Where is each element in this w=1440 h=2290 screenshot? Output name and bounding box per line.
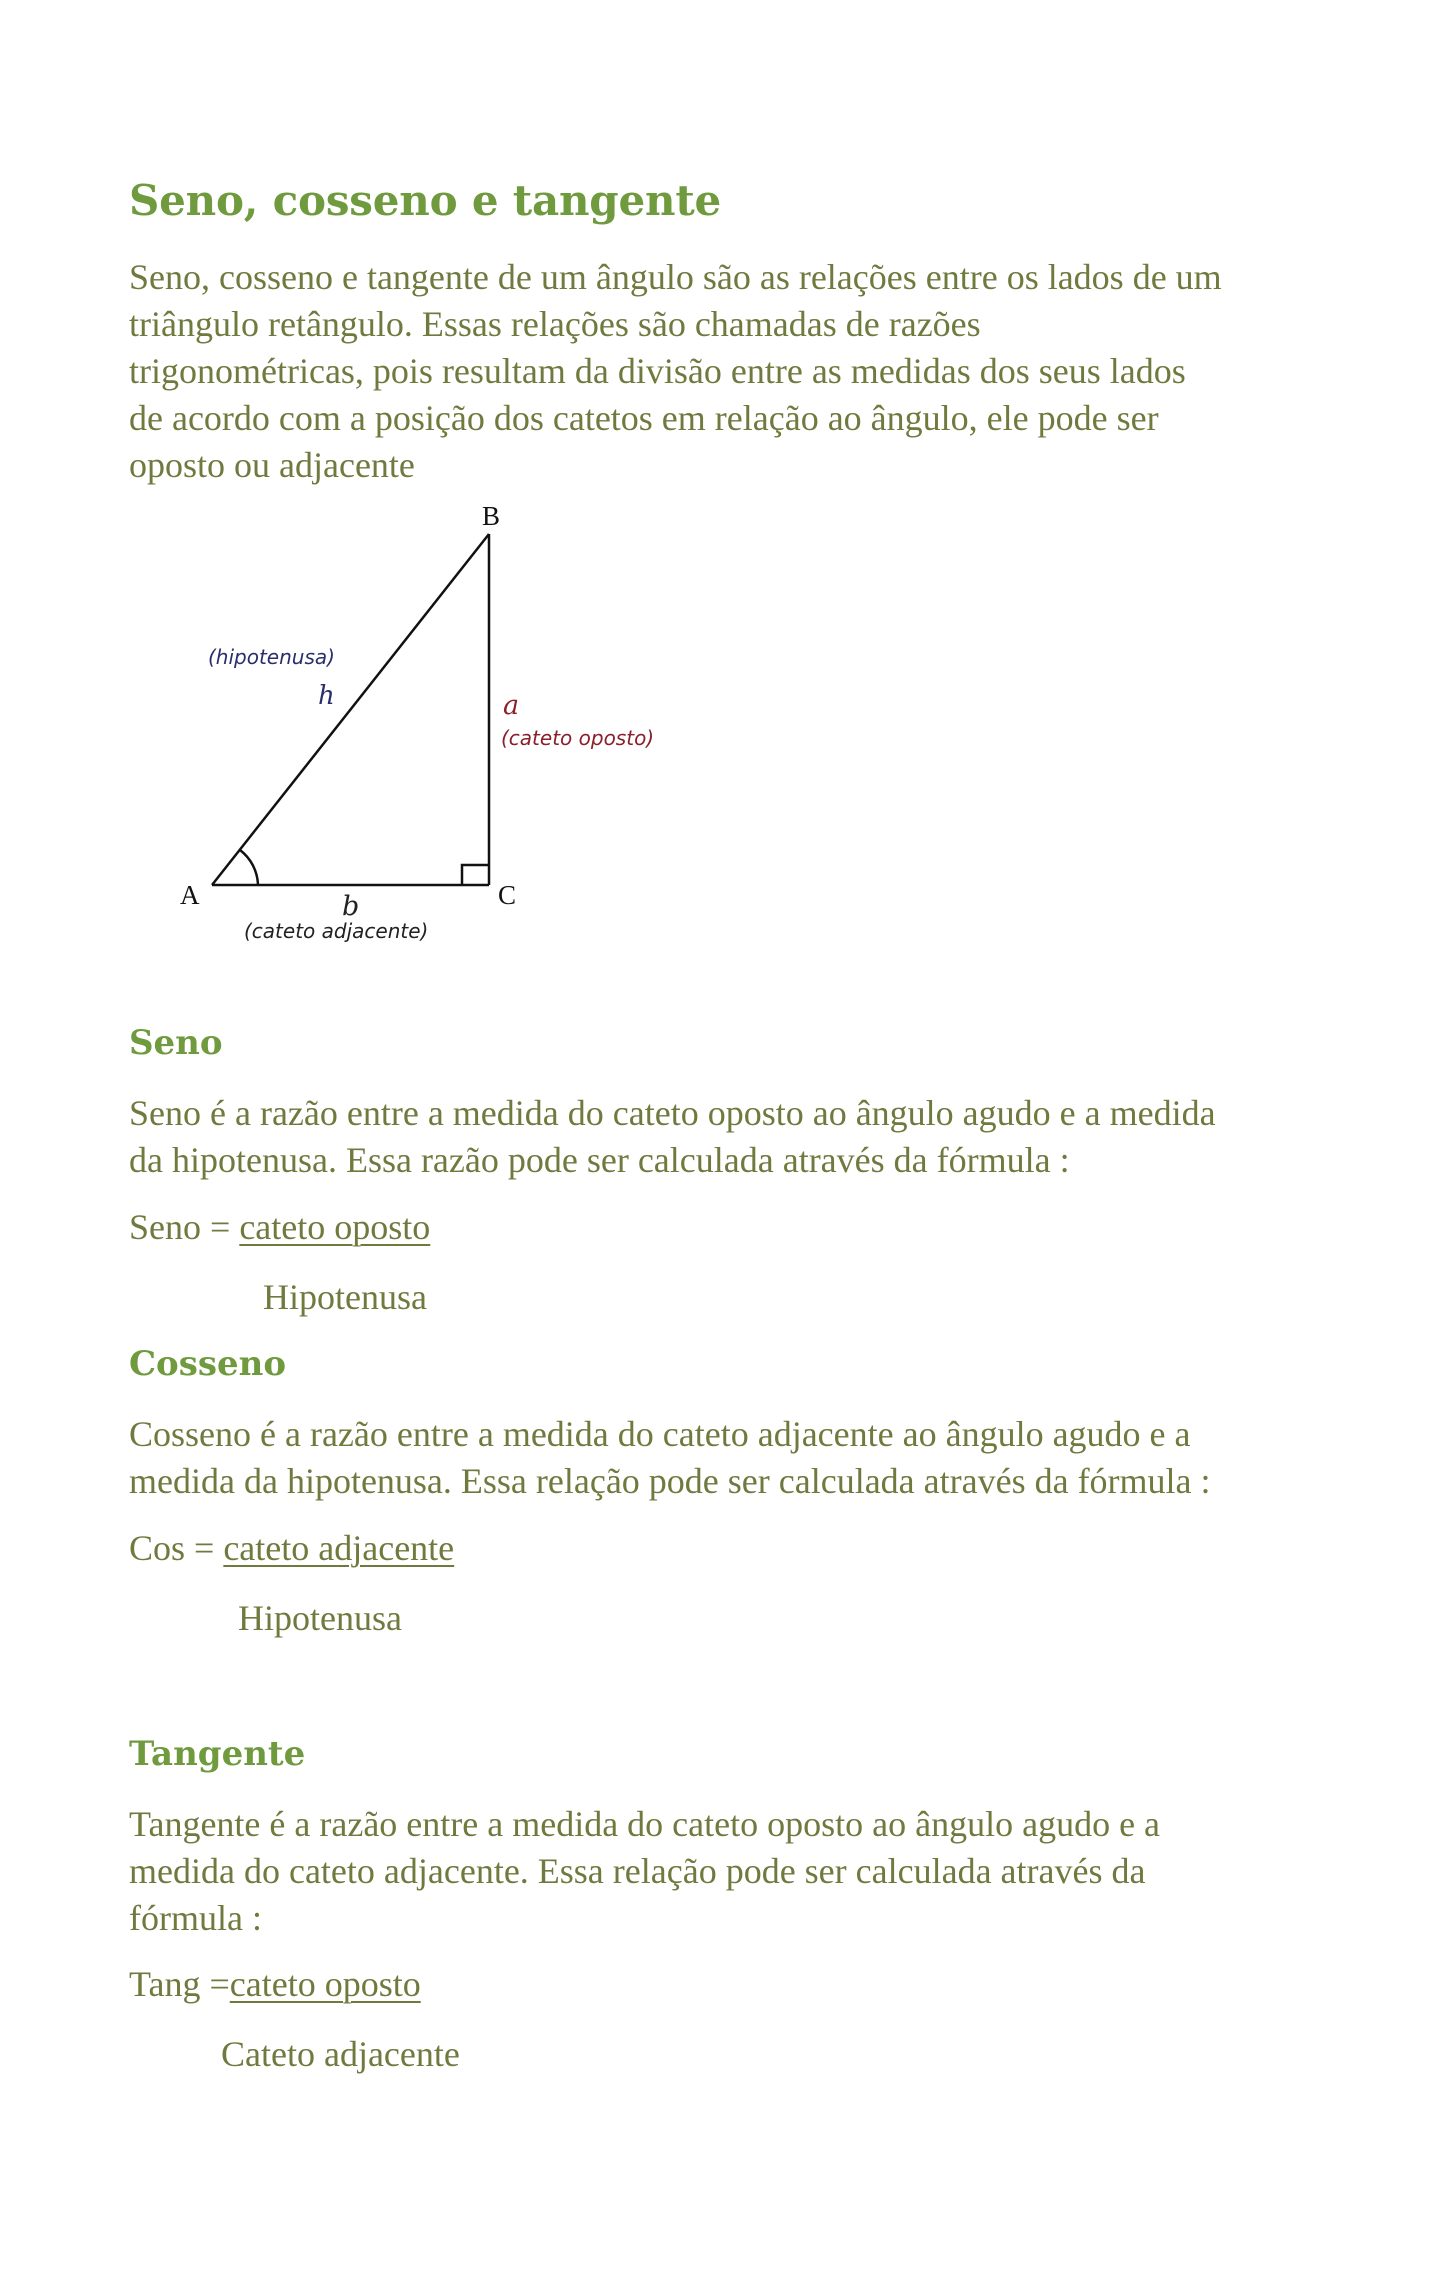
cosseno-line: Cosseno é a razão entre a medida do cateto adjacente ao ângulo agudo e a (129, 1414, 1191, 1454)
hypotenuse-label: (hipotenusa) (208, 645, 335, 669)
tangente-line: medida do cateto adjacente. Essa relação pode ser calculada através da (129, 1851, 1146, 1891)
hypotenuse-side (212, 534, 489, 885)
intro-line: oposto ou adjacente (129, 445, 415, 485)
adjacent-letter: b (342, 891, 360, 922)
seno-line: da hipotenusa. Essa razão pode ser calculada através da fórmula : (129, 1140, 1070, 1180)
hypotenuse-letter: h (318, 681, 335, 711)
cosseno-formula (129, 1525, 454, 1572)
opposite-label: (cateto oposto) (501, 726, 655, 750)
intro-line: Seno, cosseno e tangente de um ângulo são as relações entre os lados de um (129, 257, 1222, 297)
seno-numerator: cateto oposto (239, 1207, 431, 1247)
section-heading-tangente: Tangente (129, 1734, 306, 1774)
tangente-line: Tangente é a razão entre a medida do cateto oposto ao ângulo agudo e a (129, 1804, 1161, 1844)
right-angle-marker (462, 865, 489, 885)
section-heading-cosseno: Cosseno (129, 1344, 287, 1384)
intro-line: trigonométricas, pois resultam da divisão entre as medidas dos seus lados (129, 351, 1186, 391)
cosseno-numerator: cateto adjacente (223, 1528, 455, 1568)
seno-line: Seno é a razão entre a medida do cateto oposto ao ângulo agudo e a medida (129, 1093, 1216, 1133)
tangente-denominator: Cateto adjacente (221, 2034, 460, 2074)
right-triangle-diagram (0, 0, 1440, 1000)
tangente-line: fórmula : (129, 1898, 262, 1938)
angle-arc (240, 850, 258, 885)
tangente-formula-prefix: Tang = (129, 1964, 230, 2004)
tangente-numerator: cateto oposto (229, 1964, 421, 2004)
adjacent-label: (cateto adjacente) (244, 919, 429, 943)
cosseno-line: medida da hipotenusa. Essa relação pode ser calculada através da fórmula : (129, 1461, 1211, 1501)
cosseno-denominator: Hipotenusa (238, 1598, 402, 1638)
page-title: Seno, cosseno e tangente (129, 176, 722, 225)
cosseno-formula-prefix: Cos = (129, 1528, 224, 1568)
tangente-paragraph (129, 1801, 1329, 1942)
tangente-formula (129, 1961, 421, 2008)
vertex-b-label: B (482, 501, 501, 531)
vertex-a-label: A (180, 880, 200, 910)
opposite-letter: a (503, 690, 520, 721)
cosseno-paragraph (129, 1411, 1329, 1505)
vertex-c-label: C (498, 880, 517, 910)
seno-formula (129, 1204, 430, 1251)
intro-line: de acordo com a posição dos catetos em relação ao ângulo, ele pode ser (129, 398, 1159, 438)
section-heading-seno: Seno (129, 1023, 223, 1063)
seno-denominator: Hipotenusa (263, 1277, 427, 1317)
seno-paragraph (129, 1090, 1329, 1184)
intro-line: triângulo retângulo. Essas relações são chamadas de razões (129, 304, 981, 344)
seno-formula-prefix: Seno = (129, 1207, 240, 1247)
